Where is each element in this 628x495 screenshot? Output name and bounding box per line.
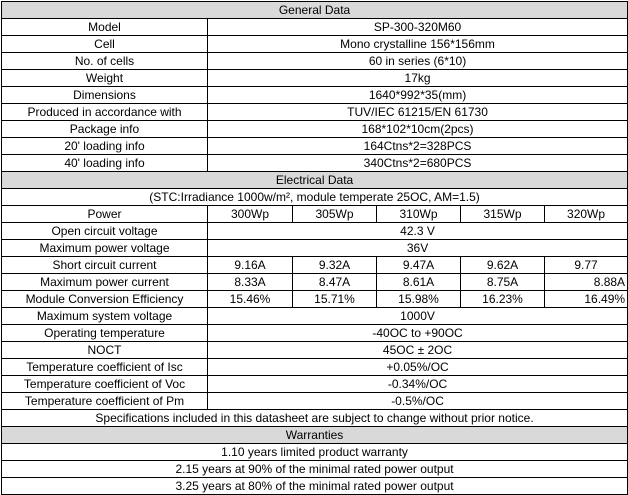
row-label: Dimensions — [2, 87, 208, 104]
row-label: Operating temperature — [2, 325, 208, 342]
row-value: 60 in series (6*10) — [208, 53, 628, 70]
row-value: 36V — [208, 240, 628, 257]
row-label: Maximum power current — [2, 274, 208, 291]
row-value: SP-300-320M60 — [208, 19, 628, 36]
row-label: Temperature coefficient of Voc — [2, 376, 208, 393]
cell-value: 8.47A — [293, 274, 377, 291]
row-label: 40' loading info — [2, 155, 208, 172]
power-value: 315Wp — [461, 206, 545, 223]
power-value: 300Wp — [208, 206, 293, 223]
cell-value: 9.16A — [208, 257, 293, 274]
row-value: 45OC ± 2OC — [208, 342, 628, 359]
table-row — [2, 291, 628, 308]
cell-value: 8.61A — [377, 274, 461, 291]
row-value: -0.5%/OC — [208, 393, 628, 410]
warranty-row — [2, 461, 628, 478]
row-label: Temperature coefficient of Pm — [2, 393, 208, 410]
cell-value: 15.46% — [208, 291, 293, 308]
table-row — [2, 138, 628, 155]
cell-value: 16.49% — [545, 291, 628, 308]
table-row — [2, 342, 628, 359]
row-value: 1000V — [208, 308, 628, 325]
row-value: Mono crystalline 156*156mm — [208, 36, 628, 53]
row-label: Module Conversion Efficiency — [2, 291, 208, 308]
row-label: Cell — [2, 36, 208, 53]
cell-value: 9.47A — [377, 257, 461, 274]
table-row — [2, 359, 628, 376]
table-row — [2, 87, 628, 104]
table-row — [2, 155, 628, 172]
table-row — [2, 121, 628, 138]
cell-value: 9.77 — [545, 257, 628, 274]
table-row — [2, 70, 628, 87]
row-value: +0.05%/OC — [208, 359, 628, 376]
cell-value: 8.33A — [208, 274, 293, 291]
row-label: No. of cells — [2, 53, 208, 70]
table-row — [2, 376, 628, 393]
row-value: -0.34%/OC — [208, 376, 628, 393]
table-row — [2, 19, 628, 36]
power-label: Power — [2, 206, 208, 223]
row-value: 1640*992*35(mm) — [208, 87, 628, 104]
cell-value: 9.62A — [461, 257, 545, 274]
row-value: 164Ctns*2=328PCS — [208, 138, 628, 155]
row-label: Weight — [2, 70, 208, 87]
row-label: Open circuit voltage — [2, 223, 208, 240]
cell-value: 16.23% — [461, 291, 545, 308]
warranty-item: 1.10 years limited product warranty — [2, 444, 628, 461]
row-label: Produced in accordance with — [2, 104, 208, 121]
stc-conditions: (STC:Irradiance 1000w/m², module temperate 25OC, AM=1.5) — [2, 189, 628, 206]
row-label: Maximum system voltage — [2, 308, 208, 325]
warranty-item: 2.15 years at 90% of the minimal rated power output — [2, 461, 628, 478]
table-row — [2, 104, 628, 121]
cell-value: 9.32A — [293, 257, 377, 274]
warranty-row — [2, 444, 628, 461]
warranty-item: 3.25 years at 80% of the minimal rated power output — [2, 478, 628, 495]
warranties-title: Warranties — [2, 427, 628, 444]
row-label: Temperature coefficient of Isc — [2, 359, 208, 376]
table-row — [2, 36, 628, 53]
notice-row — [2, 410, 628, 427]
datasheet-table — [1, 1, 628, 495]
row-label: NOCT — [2, 342, 208, 359]
cell-value: 8.88A — [545, 274, 628, 291]
row-label: Maximum power voltage — [2, 240, 208, 257]
cell-value: 8.75A — [461, 274, 545, 291]
change-notice: Specifications included in this datasheet are subject to change without prior notice. — [2, 410, 628, 427]
table-row — [2, 53, 628, 70]
power-row — [2, 206, 628, 223]
table-row — [2, 257, 628, 274]
cell-value: 15.71% — [293, 291, 377, 308]
electrical-header-row — [2, 172, 628, 189]
power-value: 305Wp — [293, 206, 377, 223]
warranties-header-row — [2, 427, 628, 444]
table-row — [2, 223, 628, 240]
cell-value: 15.98% — [377, 291, 461, 308]
conditions-row — [2, 189, 628, 206]
row-label: Package info — [2, 121, 208, 138]
table-row — [2, 393, 628, 410]
power-value: 320Wp — [545, 206, 628, 223]
table-row — [2, 274, 628, 291]
row-value: TUV/IEC 61215/EN 61730 — [208, 104, 628, 121]
row-value: 42.3 V — [208, 223, 628, 240]
row-value: -40OC to +90OC — [208, 325, 628, 342]
table-row — [2, 308, 628, 325]
table-row — [2, 240, 628, 257]
row-label: 20' loading info — [2, 138, 208, 155]
row-value: 17kg — [208, 70, 628, 87]
warranty-row — [2, 478, 628, 495]
row-label: Short circuit current — [2, 257, 208, 274]
row-value: 340Ctns*2=680PCS — [208, 155, 628, 172]
general-header-row — [2, 2, 628, 19]
general-data-title: General Data — [2, 2, 628, 19]
electrical-data-title: Electrical Data — [2, 172, 628, 189]
table-row — [2, 325, 628, 342]
row-value: 168*102*10cm(2pcs) — [208, 121, 628, 138]
power-value: 310Wp — [377, 206, 461, 223]
row-label: Model — [2, 19, 208, 36]
